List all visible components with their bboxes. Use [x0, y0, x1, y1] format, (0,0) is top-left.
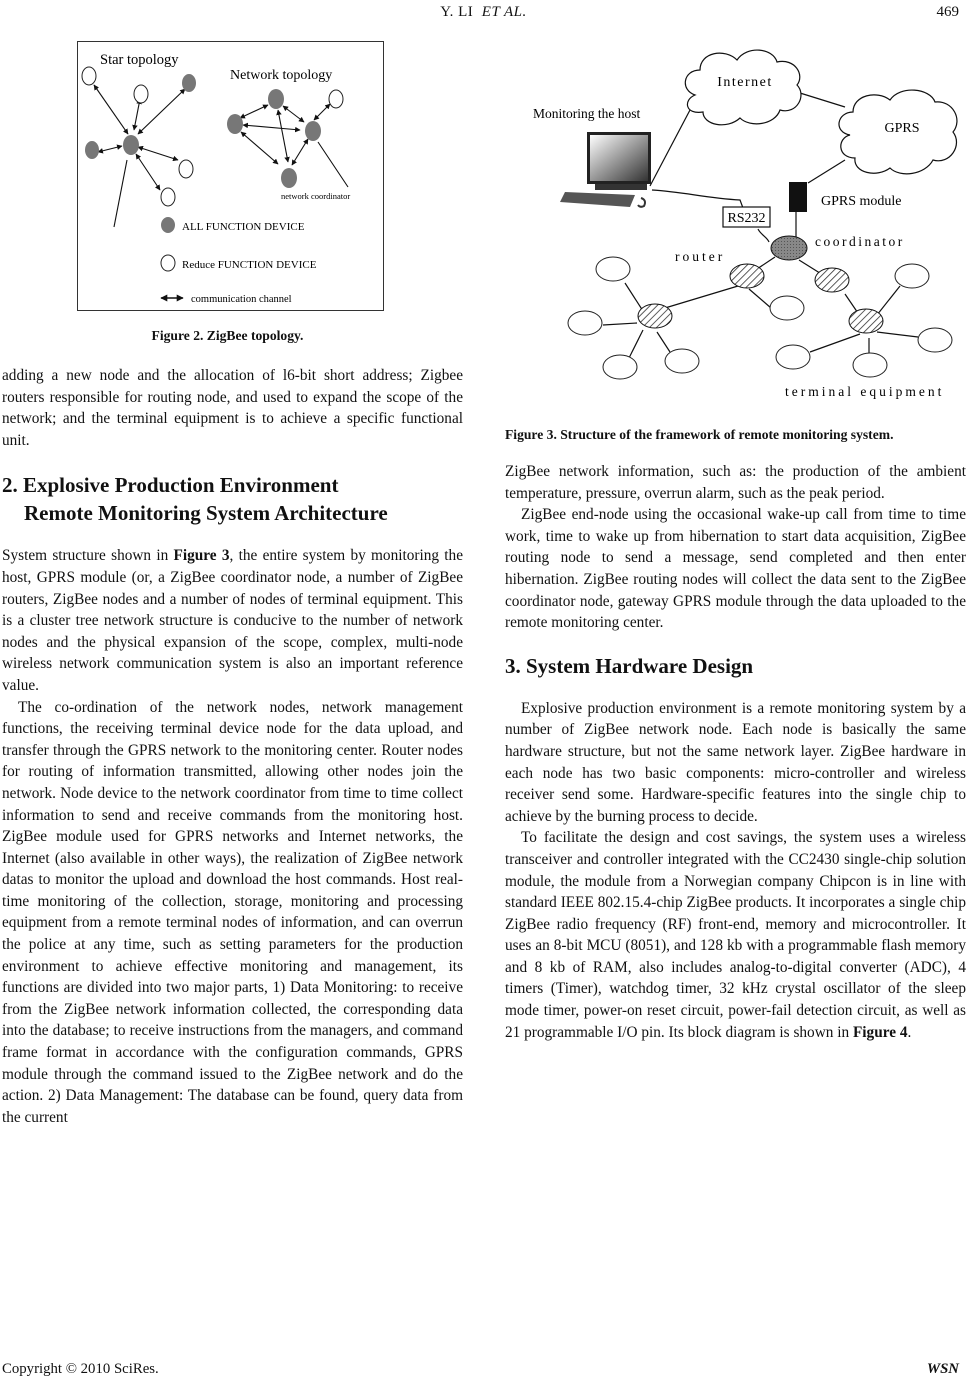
gprs-label: GPRS [884, 121, 920, 136]
running-header [0, 4, 967, 28]
rfd-node [329, 90, 343, 108]
legend-rfd-icon [161, 255, 175, 271]
header-etal: ET AL. [481, 4, 527, 20]
network-coordinator-label: network coordinator [281, 191, 351, 201]
figure-2-caption: Figure 2. ZigBee topology. [151, 328, 304, 343]
header-authors [0, 4, 967, 21]
gprs-cloud [839, 90, 957, 174]
ffd-node [281, 168, 297, 188]
star-links [94, 85, 185, 227]
coordinator-node [771, 236, 807, 260]
host-label: Monitoring the host [533, 106, 641, 121]
network-topology-label: Network topology [230, 68, 333, 83]
section-3-heading: 3. System Hardware Design [505, 653, 754, 678]
coordinator-label: coordinator [815, 234, 905, 249]
figure-3-diagram [505, 40, 967, 402]
terminal-equipment-label: terminal equipment [785, 384, 945, 399]
paragraph-network-info: ZigBee network information, such as: the production of the ambient temperature, pressure, overrun alarm, such as the peak period. [505, 463, 966, 502]
rs232-label: RS232 [727, 211, 766, 226]
paragraph-coordination: The co-ordination of the network nodes, network management functions, the receiving terminal device node for the data upload, and transfer through the GPRS network to the monitoring center. Router nodes for routing of information transmitted, allowing other nodes join the network. Node device to the network coordinator from time to time collect information to send and receive commands from the monitoring host. ZigBee module used for GPRS networks and Internet networks, the Internet (also available in other ways), the realization of ZigBee network datas to monitor the upload and download the host commands. Host real-time monitoring of the collection, storage, monitoring and processing equipment from a remote terminal nodes of information, and can overrun the police at any time, such as setting parameters for the production environment to achieve effective monitoring and management, its functions are divided into two major parts, 1) Data Monitoring: to receive from the ZigBee network information collected, the corresponding data into the database; to receive instructions from the managers, and command frame format in accordance with the configuration commands, GPRS module through the command issued to the ZigBee network and do the action. 2) Data Management: The database can be found, query data from the current [2, 698, 463, 1126]
internet-label: Internet [717, 75, 773, 90]
text: System structure shown in [2, 547, 174, 565]
legend-rfd-label: Reduce FUNCTION DEVICE [182, 259, 317, 271]
rfd-node [179, 160, 193, 178]
gprs-module-label: GPRS module [821, 194, 902, 209]
figure-2-zigbee-topology [77, 41, 384, 311]
section-2-title-line2: Remote Monitoring System Architecture [24, 501, 388, 526]
paragraph-hardware-2 [505, 827, 966, 1043]
rfd-node [161, 188, 175, 206]
computer-icon [560, 132, 651, 207]
section-2-title-line1: 2. Explosive Production Environment [2, 473, 339, 498]
ffd-node [85, 141, 99, 159]
ffd-node [182, 74, 196, 92]
mesh-coordinator-node [305, 121, 321, 141]
paragraph-hardware-1: Explosive production environment is a remote monitoring system by a number of ZigBee network node. Each node is basically the same hardware structure, but not the same network layer. ZigBee hardware in each node has two basic components: micro-controller and wireless receiver send some. Hardware-specific features into the single chip to achieve by the burning process to decide. [505, 699, 966, 825]
legend-ffd-icon [161, 217, 175, 233]
page-number: 469 [936, 4, 959, 20]
paragraph-system-structure [2, 545, 463, 696]
figure-2-diagram [78, 42, 383, 310]
rfd-node [82, 67, 96, 85]
figure-3-system-framework [505, 40, 967, 402]
star-topology-label: Star topology [100, 52, 179, 68]
ffd-node [227, 114, 243, 134]
gprs-module-icon [789, 182, 807, 212]
legend-ffd-label: ALL FUNCTION DEVICE [182, 221, 305, 233]
section-2-heading [2, 471, 463, 527]
text: To facilitate the design and cost savings, the system uses a wireless transceiver and controller integrated with the CC2430 single-chip solution module, the module from a Norwegian company Chipcon is in line with standard IEEE 802.15.4-chip ZigBee products. It incorporates a single chip ZigBee radio frequency (RF) front-end, memory and microcontroller. It uses an 8-bit MCU (8051), and 128 kb with a programmable flash memory and 8 kb of RAM, also includes analog-to-digital converter (ADC), 4 timers (Timer), watchdog timer, 32 kHz crystal oscillator of the sleep mode timer, power-on reset circuit, power-fail detection circuit, as well as 21 programmable I/O pin. Its block diagram is shown in [505, 829, 966, 1041]
figure-3-caption: Figure 3. Structure of the framework of remote monitoring system. [505, 427, 894, 442]
legend-channel-label: communication channel [191, 294, 292, 305]
router-node [730, 264, 764, 288]
copyright: Copyright © 2010 SciRes. [2, 1361, 159, 1377]
text: , the entire system by monitoring the host, GPRS module (or, a ZigBee coordinator node, a number of ZigBee routers, ZigBee nodes and a number of nodes of terminal equipment. This is a cluster tree network structure is conducive to the number of network nodes and the physical expansion of the scope, complex, multi-node wireless network communication system is also an important reference value. [2, 547, 463, 694]
rfd-node [134, 85, 148, 103]
ffd-node [268, 89, 284, 109]
journal-name: WSN [926, 1361, 959, 1377]
star-coordinator-node [123, 135, 139, 155]
router-node [815, 268, 849, 292]
text: . [907, 1023, 912, 1041]
router-node [849, 309, 883, 333]
internet-cloud [685, 50, 801, 125]
left-column [2, 327, 463, 1128]
paragraph-end-node: ZigBee end-node using the occasional wake-up call from time to time work, time to wake up from hibernation to start data acquisition, ZigBee routing node to send a message, send completed and then enter hibernation. ZigBee routing nodes will collect the data sent to the ZigBee coordinator node, gateway GPRS module through the data uploaded to the remote monitoring center. [505, 506, 966, 632]
figure-4-reference[interactable]: Figure 4 [852, 1023, 908, 1041]
header-author: Y. LI [440, 4, 474, 20]
router-node [638, 304, 672, 328]
figure-3-reference[interactable]: Figure 3 [173, 547, 230, 565]
right-column [505, 426, 966, 1043]
paragraph-continued: adding a new node and the allocation of l6-bit short address; Zigbee routers responsible for routing node, and used to expand the scope of the network; and the terminal equipment is to achieve a specific functional unit. [2, 367, 463, 449]
router-label: router [675, 249, 726, 264]
